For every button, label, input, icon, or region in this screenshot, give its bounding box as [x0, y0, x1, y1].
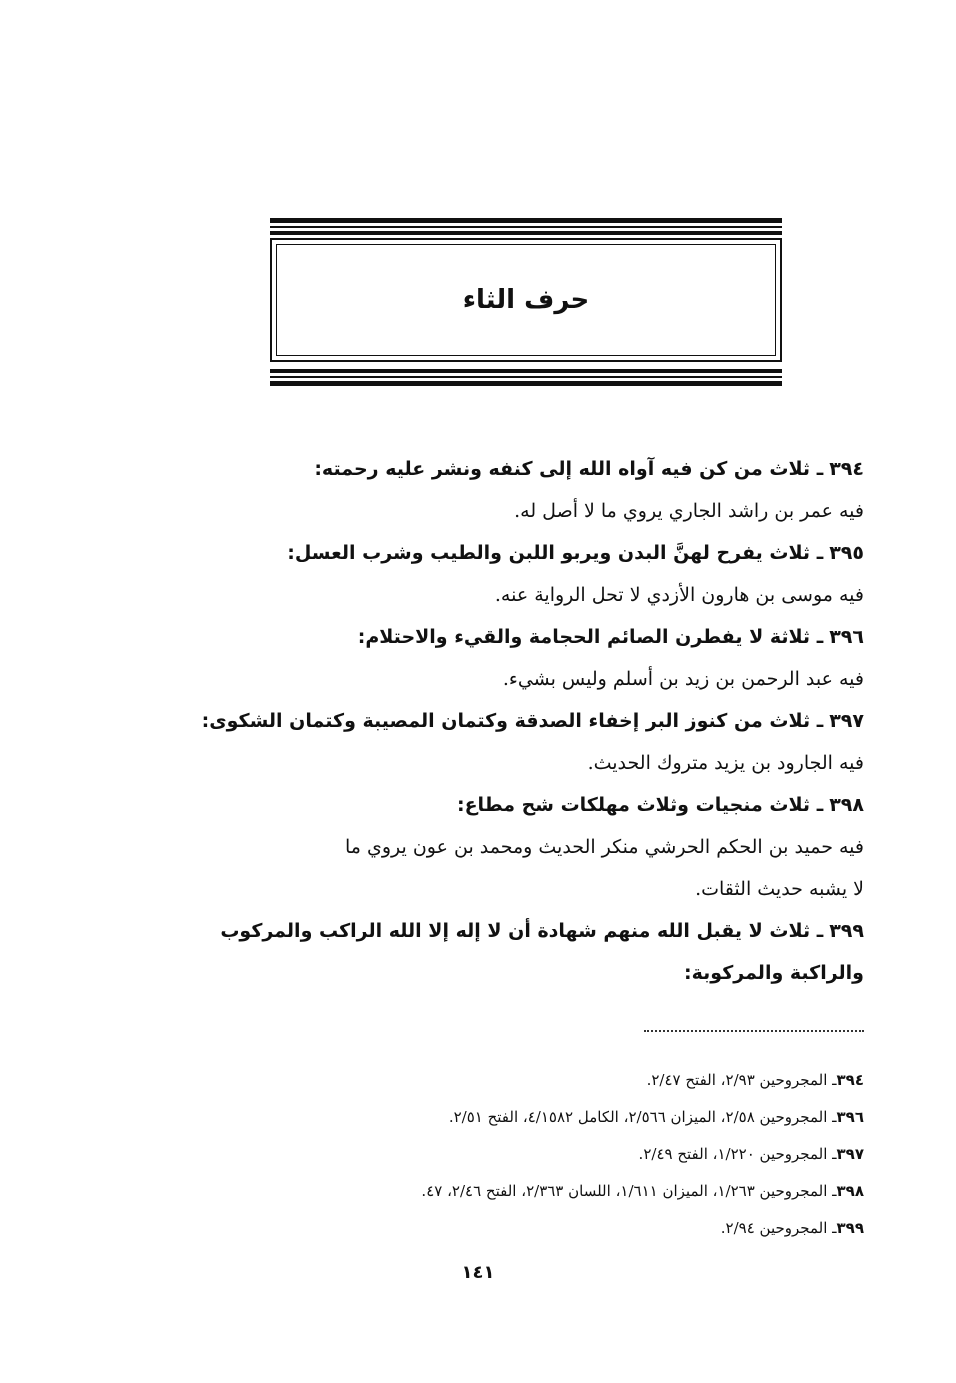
entry-comment: فيه عمر بن راشد الجاري يروي ما لا أصل له. [514, 500, 864, 522]
top-rule-thick [270, 218, 782, 223]
entry-number: ٣٩٩ [829, 920, 864, 942]
footnote-number: ٣٩٤ [836, 1071, 864, 1089]
footnotes [170, 1062, 864, 1247]
entry-number: ٣٩٦ [829, 626, 864, 648]
bottom-rule-thick [270, 381, 782, 386]
entry-397 [170, 700, 864, 784]
footnote-number: ٣٩٧ [836, 1145, 864, 1163]
footnote-text: ـ المجروحين ٢/٩٣، الفتح ٢/٤٧. [646, 1071, 837, 1089]
bottom-rule-thin [270, 376, 782, 378]
entry-396 [170, 616, 864, 700]
hadith-entries [170, 448, 864, 994]
footnote-399 [170, 1210, 864, 1247]
chapter-title-box [270, 238, 782, 362]
footnote-text: ـ المجروحين ٢/٥٨، الميزان ٢/٥٦٦، الكامل ٤/١٥٨٢، الفتح ٢/٥١. [448, 1108, 837, 1126]
entry-heading [170, 910, 864, 952]
chapter-title: حرف الثاء [462, 285, 590, 315]
entry-395 [170, 532, 864, 616]
entry-number: ٣٩٧ [829, 710, 864, 732]
footnote-394 [170, 1062, 864, 1099]
entry-heading [170, 784, 864, 826]
footnote-text: ـ المجروحين ١/٢٦٣، الميزان ١/٦١١، اللسان ٢/٣٦٣، الفتح ٢/٤٦، ٤٧. [421, 1182, 837, 1200]
entry-comment: فيه الجارود بن يزيد متروك الحديث. [587, 752, 864, 774]
entry-comment: فيه موسى بن هارون الأزدي لا تحل الرواية عنه. [494, 584, 864, 606]
entry-number: ٣٩٥ [829, 542, 864, 564]
top-rule-thin [270, 226, 782, 228]
entry-dash: ـ [816, 920, 824, 942]
page-number: ١٤١ [461, 1262, 495, 1283]
entry-comment-line-2: لا يشبه حديث الثقات. [695, 878, 864, 900]
chapter-title-frame [270, 218, 782, 386]
entry-399 [170, 910, 864, 994]
top-rule-medium [270, 231, 782, 235]
entry-text: ثلاث يفرح لهنَّ البدن ويربو اللبن والطيب وشرب العسل: [287, 542, 811, 564]
entry-comment: فيه عبد الرحمن بن زيد بن أسلم وليس بشيء. [502, 668, 864, 690]
footnote-number: ٣٩٩ [836, 1219, 864, 1237]
footnote-number: ٣٩٨ [836, 1182, 864, 1200]
entry-heading [170, 448, 864, 490]
entry-dash: ـ [816, 626, 824, 648]
entry-394 [170, 448, 864, 532]
entry-dash: ـ [816, 794, 824, 816]
entry-heading [170, 700, 864, 742]
entry-text: ثلاث منجيات وثلاث مهلكات شح مطاع: [456, 794, 811, 816]
footnote-separator [644, 1030, 864, 1032]
entry-text: ثلاثة لا يفطرن الصائم الحجامة والقيء والاحتلام: [357, 626, 811, 648]
entry-heading [170, 616, 864, 658]
entry-dash: ـ [816, 542, 824, 564]
entry-dash: ـ [816, 458, 824, 480]
entry-number: ٣٩٨ [829, 794, 864, 816]
footnote-397 [170, 1136, 864, 1173]
entry-comment-line-1: فيه حميد بن الحكم الحرشي منكر الحديث ومحمد بن عون يروي ما [344, 836, 864, 858]
entry-dash: ـ [816, 710, 824, 732]
footnote-text: ـ المجروحين ١/٢٢٠، الفتح ٢/٤٩. [638, 1145, 837, 1163]
entry-heading [170, 532, 864, 574]
footnote-text: ـ المجروحين ٢/٩٤. [720, 1219, 837, 1237]
footnote-396 [170, 1099, 864, 1136]
footnote-398 [170, 1173, 864, 1210]
entry-text: ثلاث من كن فيه آواه الله إلى كنفه ونشر عليه رحمته: [314, 458, 811, 480]
entry-number: ٣٩٤ [829, 458, 864, 480]
bottom-rule-medium [270, 369, 782, 373]
entry-398 [170, 784, 864, 910]
entry-heading-continuation: والراكبة والمركوبة: [684, 962, 864, 984]
entry-text: ثلاث من كنوز البر إخفاء الصدقة وكتمان المصيبة وكتمان الشكوى: [201, 710, 811, 732]
entry-text: ثلاث لا يقبل الله منهم شهادة أن لا إله إلا الله الراكب والمركوب [220, 920, 811, 942]
footnote-number: ٣٩٦ [836, 1108, 864, 1126]
